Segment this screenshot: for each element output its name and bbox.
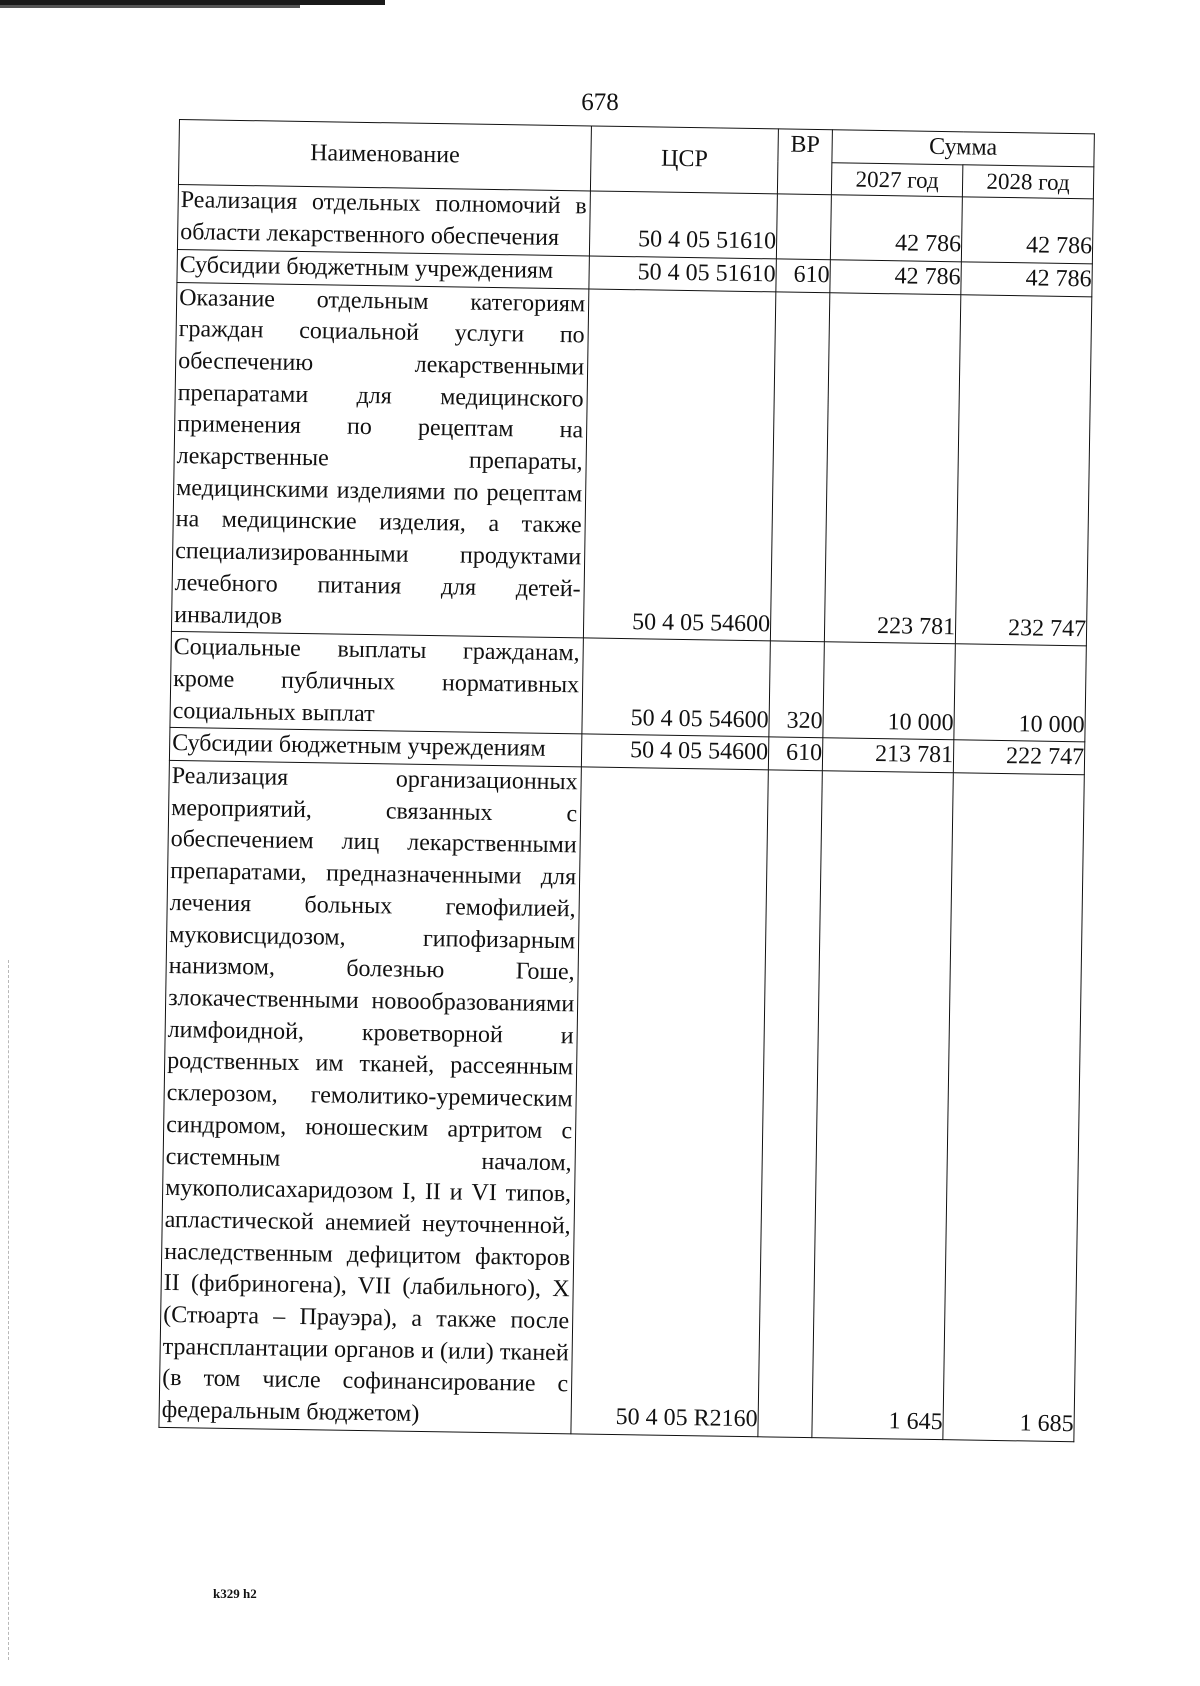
row-vr: 320 [769,641,825,738]
row-amount-2028: 10 000 [954,644,1086,742]
row-csr: 50 4 05 R2160 [571,767,768,1437]
row-amount-2027: 10 000 [823,642,955,740]
row-csr: 50 4 05 51610 [589,191,777,258]
table-row [170,632,1086,742]
row-vr [770,291,829,642]
row-name: Социальные выплаты гражданам, кроме публичных нормативных социальных выплат [170,632,583,735]
row-vr [776,194,831,259]
row-amount-2028: 1 685 [943,773,1084,1442]
row-name: Оказание отдельным категориям граждан социальной услуги по обеспечению лекарственными препаратами для медицинского применения по рецептам на лекарственные препараты, медицинскими изделиями по рецептам на медицинские изделия, а также специализированными продуктами лечебного питания для детей-инвалидов [171,282,588,638]
header-year-2028: 2028 год [962,165,1093,200]
row-csr: 50 4 05 51610 [589,256,776,292]
page-number: 678 [581,89,619,116]
scan-margin-dots [8,960,11,1660]
row-amount-2027: 213 781 [822,738,953,773]
table-row [159,760,1084,1441]
row-csr: 50 4 05 54600 [581,734,768,770]
row-amount-2027: 42 786 [830,195,962,261]
header-name: Наименование [178,120,591,192]
row-name: Реализация отдельных полномочий в области лекарственного обеспечения [177,185,590,256]
table-row [171,282,1091,646]
row-amount-2028: 42 786 [961,197,1093,263]
scan-edge-mark-shadow [0,5,300,8]
row-vr: 610 [768,737,823,771]
header-row [179,120,1094,167]
row-amount-2028: 232 747 [955,294,1091,646]
row-name: Реализация организационных мероприятий, связанных с обеспечением лиц лекарственными препаратами, предназначенными для лечения больных гемофилией, муковисцидозом, гипофизарным нанизмом, болезнью Гоше, злокачественными новообразованиями лимфоидной, кроветворной и родственных им тканей, рассеянным склерозом, гемолитико-уремическим синдромом, юношеским артритом с системным началом, мукополисахаридозом I, II и VI типов, апластической анемией неуточненной, наследственным дефицитом факторов II (фибриногена), VII (лабильного), X (Стюарта – Прауэра), а также после трансплантации органов и (или) тканей (в том числе софинансирование с федеральным бюджетом) [159,760,581,1433]
row-amount-2027: 1 645 [812,771,953,1440]
header-vr: ВР [777,129,832,195]
row-amount-2027: 42 786 [830,260,961,295]
document-footer-code: k329 h2 [213,1586,257,1601]
row-name: Субсидии бюджетным учреждениям [177,249,589,288]
header-sum: Сумма [832,130,1094,167]
row-amount-2027: 223 781 [824,292,960,644]
budget-table [158,119,1094,1442]
row-name: Субсидии бюджетным учреждениям [169,728,581,767]
header-year-2027: 2027 год [831,162,962,197]
row-amount-2028: 42 786 [961,262,1092,297]
row-csr: 50 4 05 54600 [582,638,770,737]
row-vr: 610 [776,259,831,293]
row-csr: 50 4 05 54600 [583,288,775,641]
row-amount-2028: 222 747 [953,740,1084,775]
header-csr: ЦСР [590,126,778,194]
